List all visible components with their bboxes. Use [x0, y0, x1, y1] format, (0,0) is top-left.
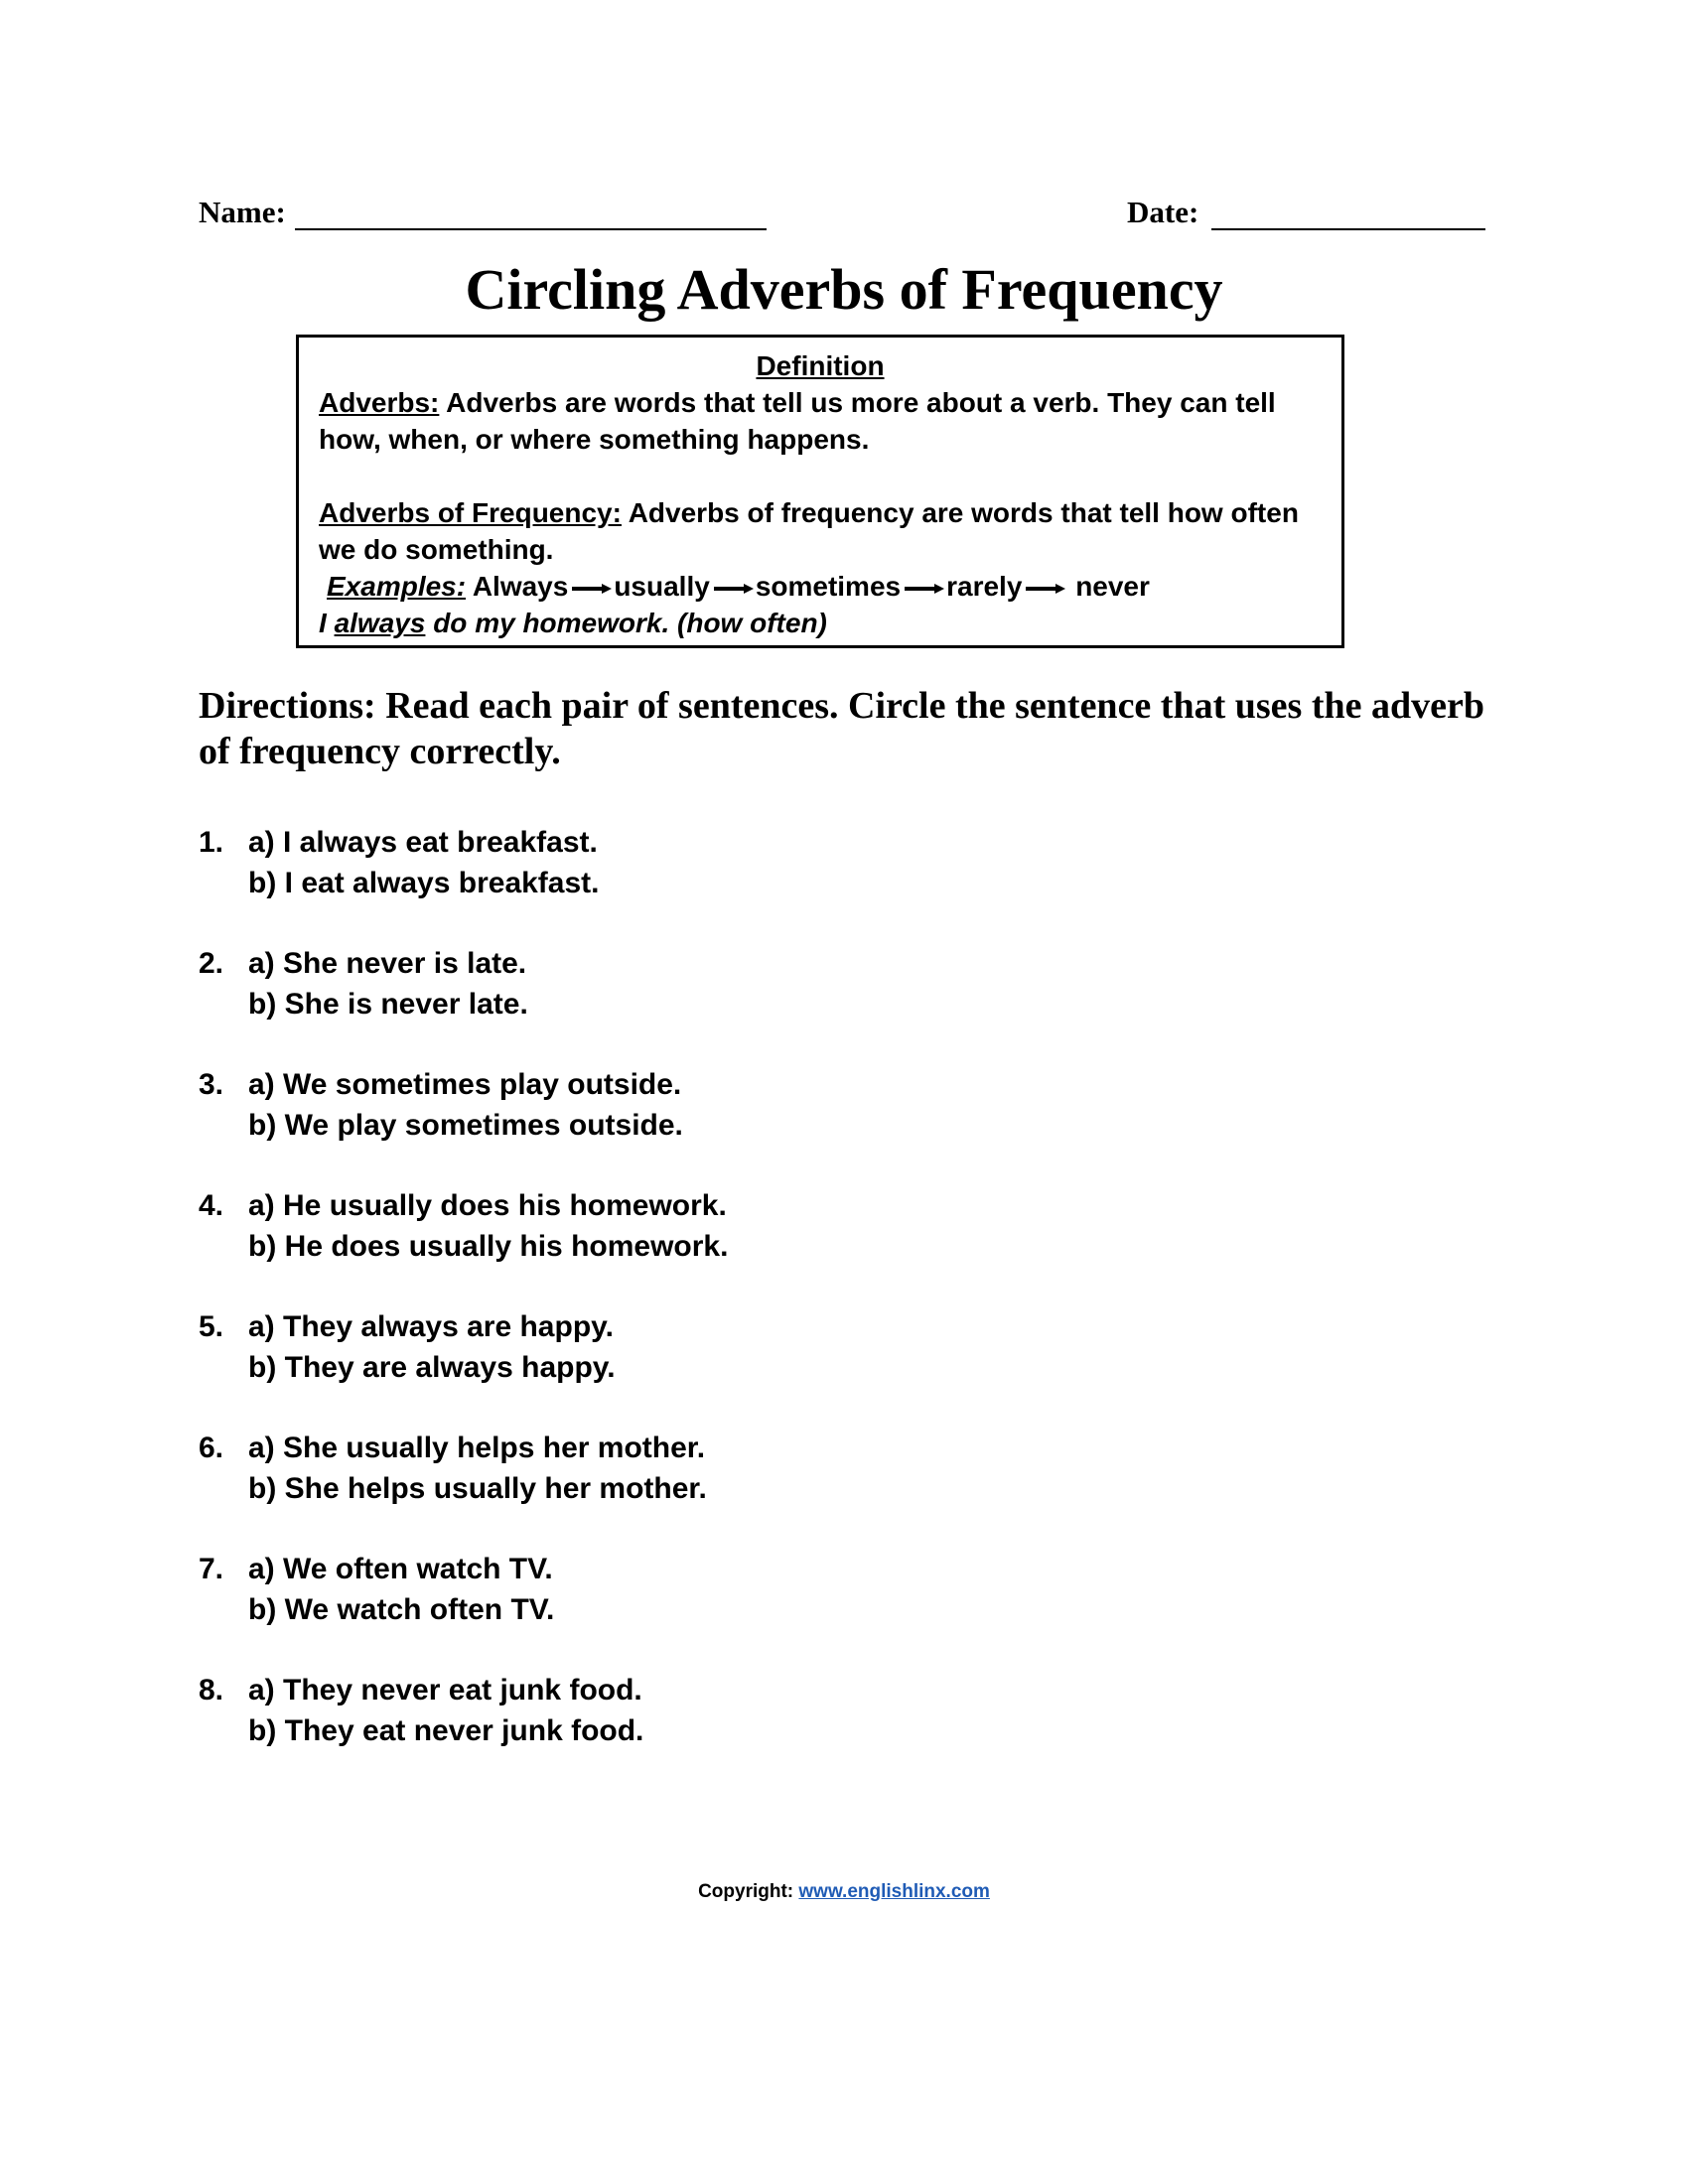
question-item — [199, 1064, 1092, 1145]
option-a[interactable]: a) They always are happy. — [248, 1310, 614, 1343]
option-b[interactable]: b) They eat never junk food. — [248, 1714, 644, 1747]
arrow-right-icon — [714, 584, 754, 594]
examples-line — [319, 568, 1322, 605]
option-b[interactable]: b) They are always happy. — [248, 1351, 616, 1384]
frequency-term: Adverbs of Frequency: — [319, 497, 622, 528]
example-sentence: I always do my homework. (how often) — [319, 608, 827, 638]
example-word: rarely — [946, 571, 1023, 602]
option-b[interactable]: b) We play sometimes outside. — [248, 1109, 683, 1142]
frequency-definition — [319, 494, 1322, 568]
question-item — [199, 1306, 1092, 1387]
copyright-label: Copyright: — [698, 1881, 794, 1902]
option-b[interactable]: b) I eat always breakfast. — [248, 867, 600, 899]
option-a[interactable]: a) We sometimes play outside. — [248, 1068, 682, 1101]
question-item — [199, 1428, 1092, 1508]
option-a[interactable]: a) She usually helps her mother. — [248, 1432, 706, 1464]
question-number: 7. — [199, 1553, 224, 1585]
adverbs-term: Adverbs: — [319, 387, 440, 418]
option-b[interactable]: b) He does usually his homework. — [248, 1230, 729, 1263]
example-adverb: always — [334, 608, 426, 638]
directions: Directions: Read each pair of sentences. Circle the sentence that uses the adverb of frequency correctly. — [199, 685, 1484, 772]
frequency-text: Adverbs of frequency are words that tell how often we do something. — [319, 497, 1299, 565]
copyright-footer — [0, 1881, 1688, 1903]
question-number: 1. — [199, 826, 224, 859]
option-a[interactable]: a) They never eat junk food. — [248, 1674, 642, 1706]
example-word: never — [1075, 571, 1150, 602]
question-list — [199, 822, 1092, 1791]
question-number: 2. — [199, 947, 224, 980]
option-b[interactable]: b) We watch often TV. — [248, 1593, 555, 1626]
question-number: 8. — [199, 1674, 224, 1706]
option-b[interactable]: b) She helps usually her mother. — [248, 1472, 707, 1505]
option-a[interactable]: a) We often watch TV. — [248, 1553, 553, 1585]
definition-heading: Definition — [756, 350, 885, 381]
date-label: Date: — [1127, 195, 1199, 229]
question-number: 6. — [199, 1432, 224, 1464]
option-a[interactable]: a) She never is late. — [248, 947, 527, 980]
examples-label: Examples: — [327, 571, 467, 602]
question-number: 3. — [199, 1068, 224, 1101]
question-number: 5. — [199, 1310, 224, 1343]
question-item — [199, 1549, 1092, 1629]
example-word: Always — [472, 571, 569, 602]
arrow-right-icon — [905, 584, 944, 594]
date-blank-line[interactable] — [1211, 228, 1485, 230]
example-word: usually — [614, 571, 710, 602]
option-b[interactable]: b) She is never late. — [248, 988, 528, 1021]
definition-box — [296, 335, 1344, 648]
option-a[interactable]: a) I always eat breakfast. — [248, 826, 598, 859]
arrow-right-icon — [1026, 584, 1065, 594]
option-a[interactable]: a) He usually does his homework. — [248, 1189, 727, 1222]
question-item — [199, 822, 1092, 902]
arrow-right-icon — [572, 584, 612, 594]
adverbs-definition — [319, 384, 1322, 458]
page-title: Circling Adverbs of Frequency — [465, 257, 1223, 322]
copyright-link[interactable]: www.englishlinx.com — [798, 1881, 990, 1902]
name-blank-line[interactable] — [295, 228, 767, 230]
name-date-row — [199, 195, 1485, 240]
question-item — [199, 1670, 1092, 1750]
example-word: sometimes — [755, 571, 902, 602]
question-number: 4. — [199, 1189, 224, 1222]
question-item — [199, 943, 1092, 1024]
name-label: Name: — [199, 195, 286, 229]
adverbs-text: Adverbs are words that tell us more about a verb. They can tell how, when, or where something happens. — [319, 387, 1276, 455]
question-item — [199, 1185, 1092, 1266]
